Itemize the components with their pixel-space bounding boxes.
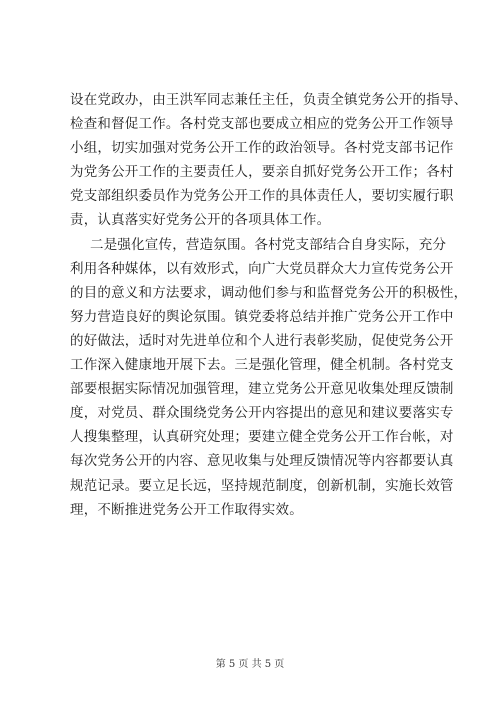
text-line: 理，不断推进党务公开工作取得实效。 — [70, 501, 303, 518]
body-text — [70, 88, 468, 522]
text-line: 度，对党员、群众围绕党务公开内容提出的意见和建议要落实专 — [70, 405, 454, 422]
text-line: 责，认真落实好党务公开的各项具体工作。 — [70, 212, 331, 229]
text-line: 人搜集整理，认真研究处理；要建立健全党务公开工作台帐，对 — [70, 429, 454, 446]
text-line: 小组，切实加强对党务公开工作的政治领导。各村党支部书记作 — [70, 140, 454, 157]
text-line: 每次党务公开的内容、意见收集与处理反馈情况等内容都要认真 — [70, 453, 454, 470]
text-line: 努力营造良好的舆论氛围。镇党委将总结并推广党务公开工作中 — [70, 308, 454, 325]
text-line: 规范记录。要立足长远，坚持规范制度，创新机制，实施长效管 — [70, 477, 454, 494]
text-line: 设在党政办，由王洪军同志兼任主任，负责全镇党务公开的指导、 — [70, 92, 468, 108]
text-line: 工作深入健康地开展下去。三是强化管理，健全机制。各村党支 — [70, 357, 454, 374]
text-line: 的目的意义和方法要求，调动他们参与和监督党务公开的积极性， — [70, 284, 468, 301]
page-number-footer: 第 5 页 共 5 页 — [215, 659, 285, 670]
text-line: 的好做法，适时对先进单位和个人进行表彰奖励，促使党务公开 — [70, 332, 454, 349]
text-line: 为党务公开工作的主要责任人，要亲自抓好党务公开工作；各村 — [70, 164, 454, 181]
paragraph-start-line: 二是强化宣传，营造氛围。各村党支部结合自身实际，充分 — [90, 236, 447, 253]
text-line: 利用各种媒体，以有效形式，向广大党员群众大力宣传党务公开 — [70, 260, 454, 277]
text-line: 检查和督促工作。各村党支部也要成立相应的党务公开工作领导 — [70, 116, 454, 133]
text-line: 部要根据实际情况加强管理，建立党务公开意见收集处理反馈制 — [70, 381, 454, 398]
text-line: 党支部组织委员作为党务公开工作的具体责任人，要切实履行职 — [70, 188, 454, 205]
